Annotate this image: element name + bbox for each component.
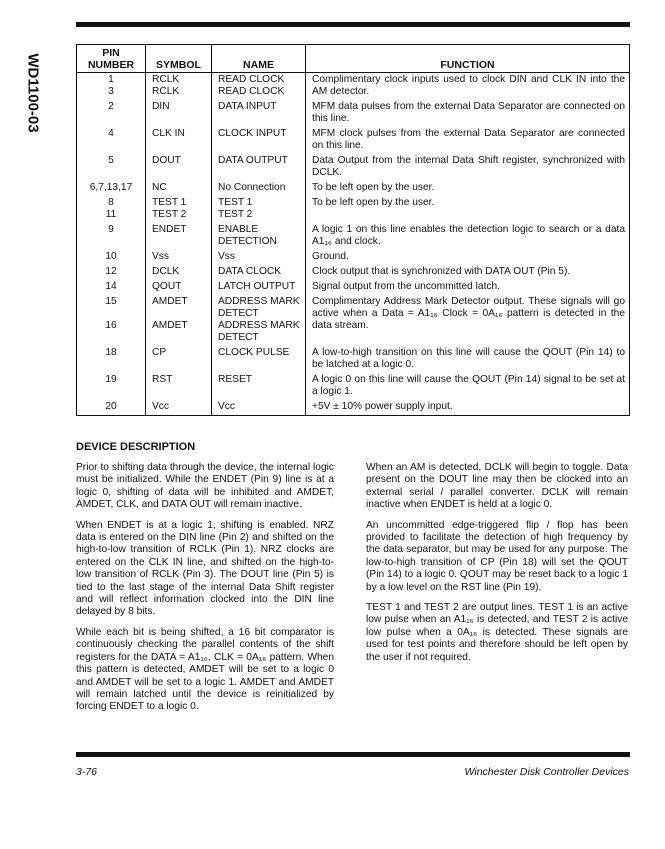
table-row [77, 295, 630, 346]
symbol-cell: NC [146, 181, 212, 196]
pin-number-cell: 2 [77, 100, 146, 127]
pin-number-cell: 18 [77, 346, 146, 373]
symbol-cell: ENDET [146, 223, 212, 250]
function-cell: MFM clock pulses from the external Data Separator are connected on this line. [312, 128, 625, 151]
top-rule [76, 22, 630, 27]
table-row [77, 346, 630, 373]
description-right-column [366, 462, 628, 672]
function-cell: MFM data pulses from the external Data Separator are connected on this line. [312, 101, 625, 124]
header-name: NAME [212, 45, 306, 73]
paragraph: An uncommitted edge-triggered flip / flop has been provided to facilitate the detection of high frequency by the data separator, but may be used for any purpose. The low-to-high transition of CP (Pin 18) will set the QOUT (Pin 14) to a logic 0. QOUT may be reset back to a logic 1 by a low level on the RST line (Pin 19). [366, 519, 628, 593]
function-cell: A logic 0 on this line will cause the QOUT (Pin 14) signal to be set at a logic 1. [312, 374, 625, 397]
paragraph: TEST 1 and TEST 2 are output lines. TEST 1 is an active low pulse when an A1₁₆ is detected, and TEST 2 is active low pulse when a 0A₁₆ is detected. These signals are used for test points and therefore should be left open by the user if not required. [366, 602, 628, 663]
paragraph: While each bit is being shifted, a 16 bit comparator is continuously checking the parallel contents of the shift registers for the DATA = A1₁₆, CLK = 0A₁₆ pattern. When this pattern is detected, AMDET will be set to a logic 0 and AMDET will be set to a logic 1. AMDET and AMDET will remain latched until the device is reinitialized by forcing ENDET to a logic 0. [76, 626, 334, 713]
description-left-column [76, 462, 334, 722]
symbol-cell: CP [146, 346, 212, 373]
symbol-cell: RCLK RCLK [146, 73, 212, 101]
pin-table-header [77, 45, 630, 73]
table-row [77, 196, 630, 223]
symbol-cell: DIN [146, 100, 212, 127]
function-cell: Complimentary clock inputs used to clock DIN and CLK IN into the AM detector. [312, 74, 625, 97]
pin-number-cell: 4 [77, 127, 146, 154]
pin-number-cell: 9 [77, 223, 146, 250]
function-cell: Ground. [312, 251, 349, 262]
function-cell: +5V ± 10% power supply input. [312, 401, 453, 412]
paragraph: When an AM is detected, DCLK will begin to toggle. Data present on the DOUT line may then be clocked into an external serial / parallel converter. DCLK will remain inactive when ENDET is held at a logic 0. [366, 462, 628, 511]
function-cell: A logic 1 on this line enables the detection logic to search or a data A1₁₆ and clock. [312, 224, 625, 247]
function-cell: Data Output from the internal Data Shift register, synchronized with DCLK. [312, 155, 625, 178]
name-cell: ADDRESS MARK DETECT ADDRESS MARK DETECT [212, 295, 306, 346]
name-cell: TEST 1 TEST 2 [212, 196, 306, 223]
table-row [77, 181, 630, 196]
table-row [77, 265, 630, 280]
symbol-cell: QOUT [146, 280, 212, 295]
paragraph: Prior to shifting data through the device, the internal logic must be initialized. While the ENDET (Pin 9) line is at a logic 0, shifting of data will be inhibited and AMDET, AMDET, CLK, and DATA OUT will remain inactive. [76, 462, 334, 511]
symbol-cell: DOUT [146, 154, 212, 181]
pin-number-cell: 1 3 [77, 73, 146, 101]
symbol-cell: AMDET AMDET [146, 295, 212, 346]
function-cell: Signal output from the uncommitted latch. [312, 281, 501, 292]
symbol-cell: TEST 1 TEST 2 [146, 196, 212, 223]
symbol-cell: Vcc [146, 400, 212, 416]
table-row [77, 154, 630, 181]
table-row [77, 127, 630, 154]
table-row [77, 73, 630, 101]
name-cell: CLOCK PULSE [212, 346, 306, 373]
table-row [77, 250, 630, 265]
name-cell: CLOCK INPUT [212, 127, 306, 154]
header-pin-number: PIN NUMBER [77, 45, 146, 73]
pin-number-cell: 19 [77, 373, 146, 400]
pin-table [76, 44, 630, 416]
table-row [77, 400, 630, 416]
name-cell: DATA OUTPUT [212, 154, 306, 181]
name-cell: RESET [212, 373, 306, 400]
bottom-rule [76, 752, 630, 757]
function-cell: A low-to-high transition on this line will cause the QOUT (Pin 14) to be latched at a logic 0. [312, 347, 625, 370]
section-title: DEVICE DESCRIPTION [76, 441, 196, 453]
pin-number-cell: 15 16 [77, 295, 146, 346]
header-symbol: SYMBOL [146, 45, 212, 73]
side-label: WD1100-03 [24, 53, 42, 133]
name-cell: No Connection [212, 181, 306, 196]
name-cell: DATA INPUT [212, 100, 306, 127]
symbol-cell: Vss [146, 250, 212, 265]
name-cell: DATA CLOCK [212, 265, 306, 280]
table-row [77, 373, 630, 400]
paragraph: When ENDET is at a logic 1, shifting is enabled. NRZ data is entered on the DIN line (Pin 2) and shifted on the high-to-low transition of RCLK (Pin 1). NRZ clocks are entered on the CLK IN line, and shifted on the high-to-low transition of RCLK (Pin 3). The DOUT line (Pin 5) is tied to the last stage of the internal Data Shift register and will reflect information clocked into the DIN line delayed by 8 bits. [76, 519, 334, 618]
table-row [77, 100, 630, 127]
header-function: FUNCTION [306, 45, 630, 73]
symbol-cell: RST [146, 373, 212, 400]
pin-number-cell: 20 [77, 400, 146, 416]
function-cell: Clock output that is synchronized with DATA OUT (Pin 5). [312, 266, 571, 277]
pin-number-cell: 6,7,13,17 [77, 181, 146, 196]
symbol-cell: CLK IN [146, 127, 212, 154]
function-cell: Complimentary Address Mark Detector output. These signals will go active when a Data = A1₁₆ Clock = 0A₁₆ pattern is detected in the data stream. [312, 296, 625, 331]
name-cell: ENABLE DETECTION [212, 223, 306, 250]
name-cell: Vcc [212, 400, 306, 416]
name-cell: READ CLOCK READ CLOCK [212, 73, 306, 101]
symbol-cell: DCLK [146, 265, 212, 280]
pin-number-cell: 5 [77, 154, 146, 181]
pin-number-cell: 12 [77, 265, 146, 280]
function-cell: To be left open by the user. [312, 182, 435, 193]
page-number: 3-76 [76, 766, 98, 778]
footer-title: Winchester Disk Controller Devices [464, 766, 629, 778]
name-cell: Vss [212, 250, 306, 265]
pin-number-cell: 14 [77, 280, 146, 295]
table-row [77, 223, 630, 250]
name-cell: LATCH OUTPUT [212, 280, 306, 295]
pin-number-cell: 10 [77, 250, 146, 265]
table-row [77, 280, 630, 295]
pin-number-cell: 8 11 [77, 196, 146, 223]
function-cell: To be left open by the user. [312, 197, 435, 208]
